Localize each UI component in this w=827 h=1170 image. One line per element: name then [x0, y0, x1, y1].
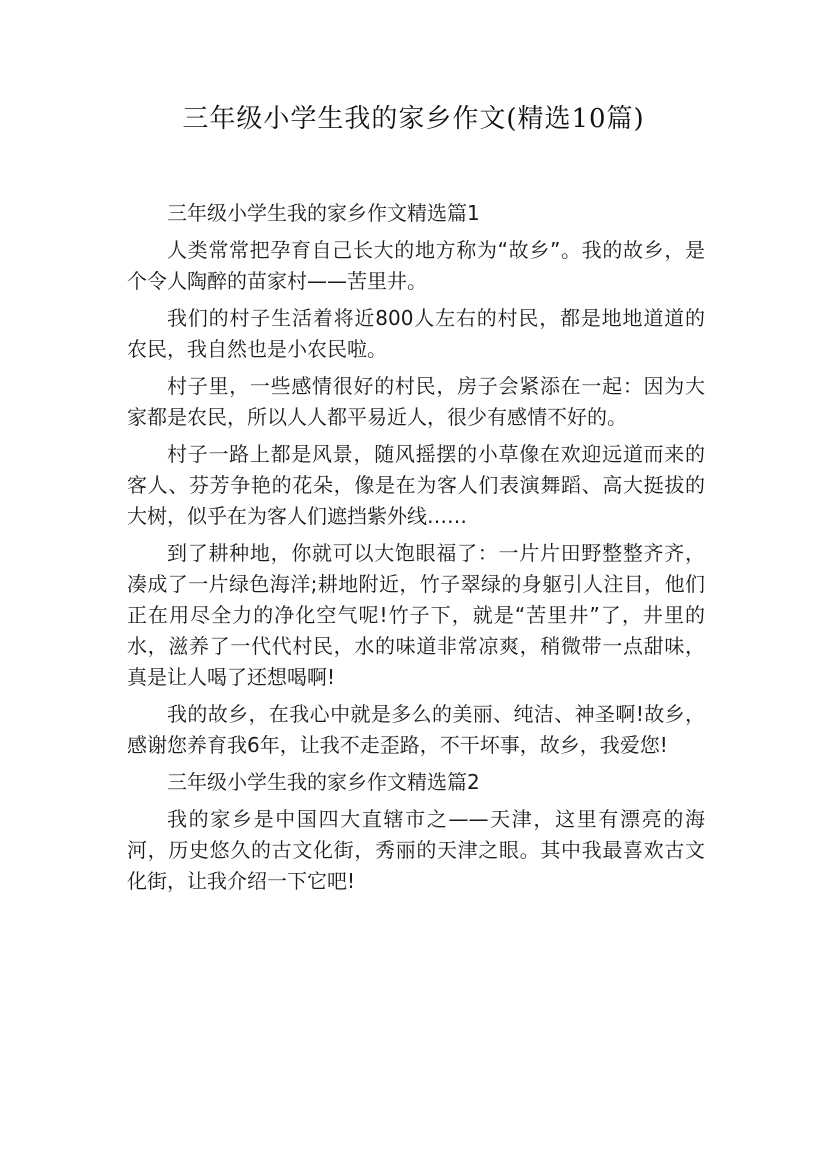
paragraph: 村子一路上都是风景，随风摇摆的小草像在欢迎远道而来的客人、芬芳争艳的花朵，像是在为客人们表演舞蹈、高大挺拔的大树，似乎在为客人们遮挡紫外线…… — [127, 442, 705, 528]
document-body — [127, 198, 705, 903]
paragraph: 我们的村子生活着将近800人左右的村民，都是地地道道的农民，我自然也是小农民啦。 — [127, 306, 705, 361]
paragraph: 到了耕种地，你就可以大饱眼福了：一片片田野整整齐齐，凑成了一片绿色海洋;耕地附近，竹子翠绿的身躯引人注目，他们正在用尽全力的净化空气呢!竹子下，就是“苦里井”了，井里的水，滋养了一代代村民，水的味道非常凉爽，稍微带一点甜味，真是让人喝了还想喝啊! — [127, 541, 705, 689]
document-title: 三年级小学生我的家乡作文(精选10篇) — [182, 104, 645, 134]
paragraph: 人类常常把孕育自己长大的地方称为“故乡”。我的故乡，是个令人陶醉的苗家村——苦里井。 — [127, 238, 705, 293]
section-heading-2: 三年级小学生我的家乡作文精选篇2 — [167, 770, 480, 794]
section-heading-1: 三年级小学生我的家乡作文精选篇1 — [167, 201, 480, 225]
paragraph: 村子里，一些感情很好的村民，房子会紧添在一起：因为大家都是农民，所以人人都平易近人，很少有感情不好的。 — [127, 374, 705, 429]
paragraph: 我的家乡是中国四大直辖市之——天津，这里有漂亮的海河，历史悠久的古文化街，秀丽的天津之眼。其中我最喜欢古文化街，让我介绍一下它吧! — [127, 807, 705, 893]
paragraph: 我的故乡，在我心中就是多么的美丽、纯洁、神圣啊!故乡，感谢您养育我6年，让我不走歪路，不干坏事，故乡，我爱您! — [127, 702, 705, 757]
